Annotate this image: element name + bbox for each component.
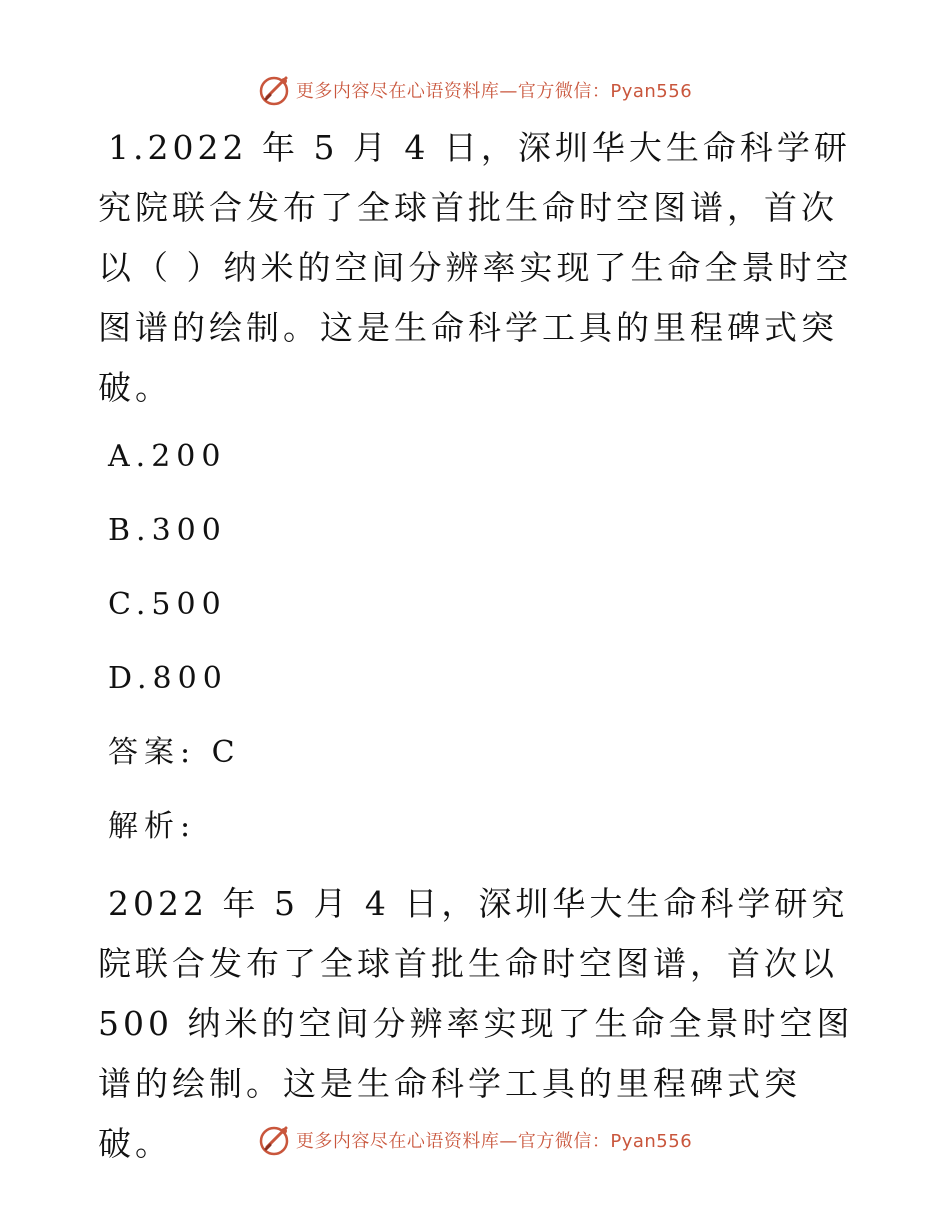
option-d: D.800 bbox=[108, 661, 228, 696]
analysis-text: 2022 年 5 月 4 日，深圳华大生命科学研究院联合发布了全球首批生命时空图谱，首次以 500 纳米的空间分辨率实现了生命全景时空图谱的绘制。这是生命科学工具的里程碑式突破。 bbox=[98, 884, 854, 1163]
watermark-text: 更多内容尽在心语资料库—官方微信：Pyan556 bbox=[295, 1131, 693, 1152]
option-c: C.500 bbox=[108, 587, 227, 622]
watermark-footer bbox=[0, 1120, 950, 1160]
pen-logo-icon bbox=[258, 73, 292, 107]
analysis-label: 解析: bbox=[108, 809, 197, 844]
watermark-text: 更多内容尽在心语资料库—官方微信：Pyan556 bbox=[295, 81, 693, 102]
answer-line: 答案: C bbox=[108, 735, 241, 770]
pen-logo-icon bbox=[258, 1123, 292, 1157]
document-body bbox=[98, 118, 858, 1174]
option-a: A.200 bbox=[108, 439, 227, 474]
watermark-header bbox=[0, 70, 950, 110]
option-b: B.300 bbox=[108, 513, 227, 548]
question-text: 1.2022 年 5 月 4 日，深圳华大生命科学研究院联合发布了全球首批生命时空图谱，首次以（ ）纳米的空间分辨率实现了生命全景时空图谱的绘制。这是生命科学工具的里程碑式突破。 bbox=[98, 128, 853, 407]
options-list bbox=[98, 420, 858, 716]
